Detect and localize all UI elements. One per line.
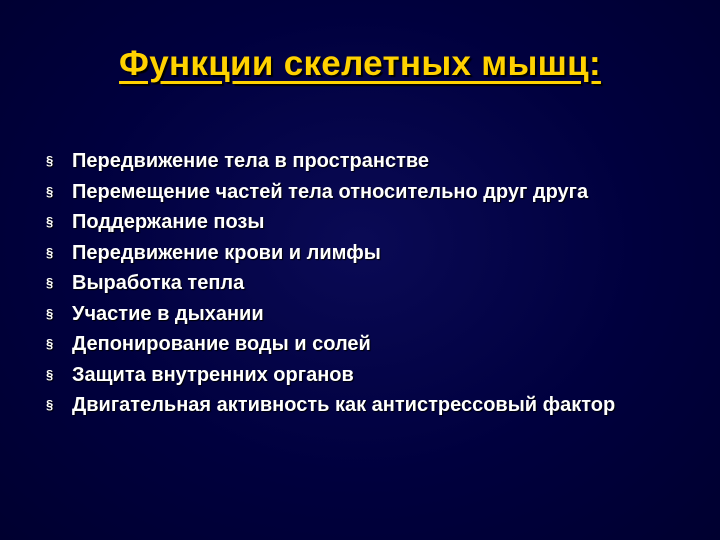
list-item-text: Поддержание позы	[72, 211, 265, 233]
list-item	[46, 146, 706, 177]
list-item-text: Выработка тепла	[72, 272, 245, 294]
square-bullet-icon: §	[46, 336, 54, 351]
square-bullet-icon: §	[46, 183, 54, 199]
list-item	[46, 360, 706, 391]
list-item-text: Передвижение тела в пространстве	[72, 150, 430, 172]
square-bullet-icon: §	[46, 366, 54, 382]
square-bullet-icon: §	[46, 275, 54, 290]
list-item-text: Участие в дыхании	[72, 302, 264, 325]
list-item	[46, 329, 706, 360]
list-item-text: Депонирование воды и солей	[72, 333, 371, 355]
list-item	[46, 268, 706, 299]
list-item	[46, 299, 706, 330]
square-bullet-icon: §	[46, 305, 54, 321]
list-item-text: Передвижение крови и лимфы	[72, 241, 381, 264]
slide-title-text: Функции скелетных мышц:	[119, 44, 601, 83]
list-item	[46, 177, 706, 208]
square-bullet-icon: §	[46, 397, 54, 412]
square-bullet-icon: §	[46, 153, 54, 168]
list-item-text: Перемещение частей тела относительно друг друга	[72, 180, 589, 203]
slide-title	[0, 44, 720, 84]
list-item	[46, 238, 706, 269]
square-bullet-icon: §	[46, 244, 54, 260]
bullet-list	[46, 146, 706, 421]
list-item	[46, 207, 706, 238]
list-item-text: Двигательная активность как антистрессовый фактор	[72, 394, 616, 416]
list-item-text: Защита внутренних органов	[72, 363, 354, 386]
square-bullet-icon: §	[46, 214, 54, 229]
list-item	[46, 390, 706, 421]
